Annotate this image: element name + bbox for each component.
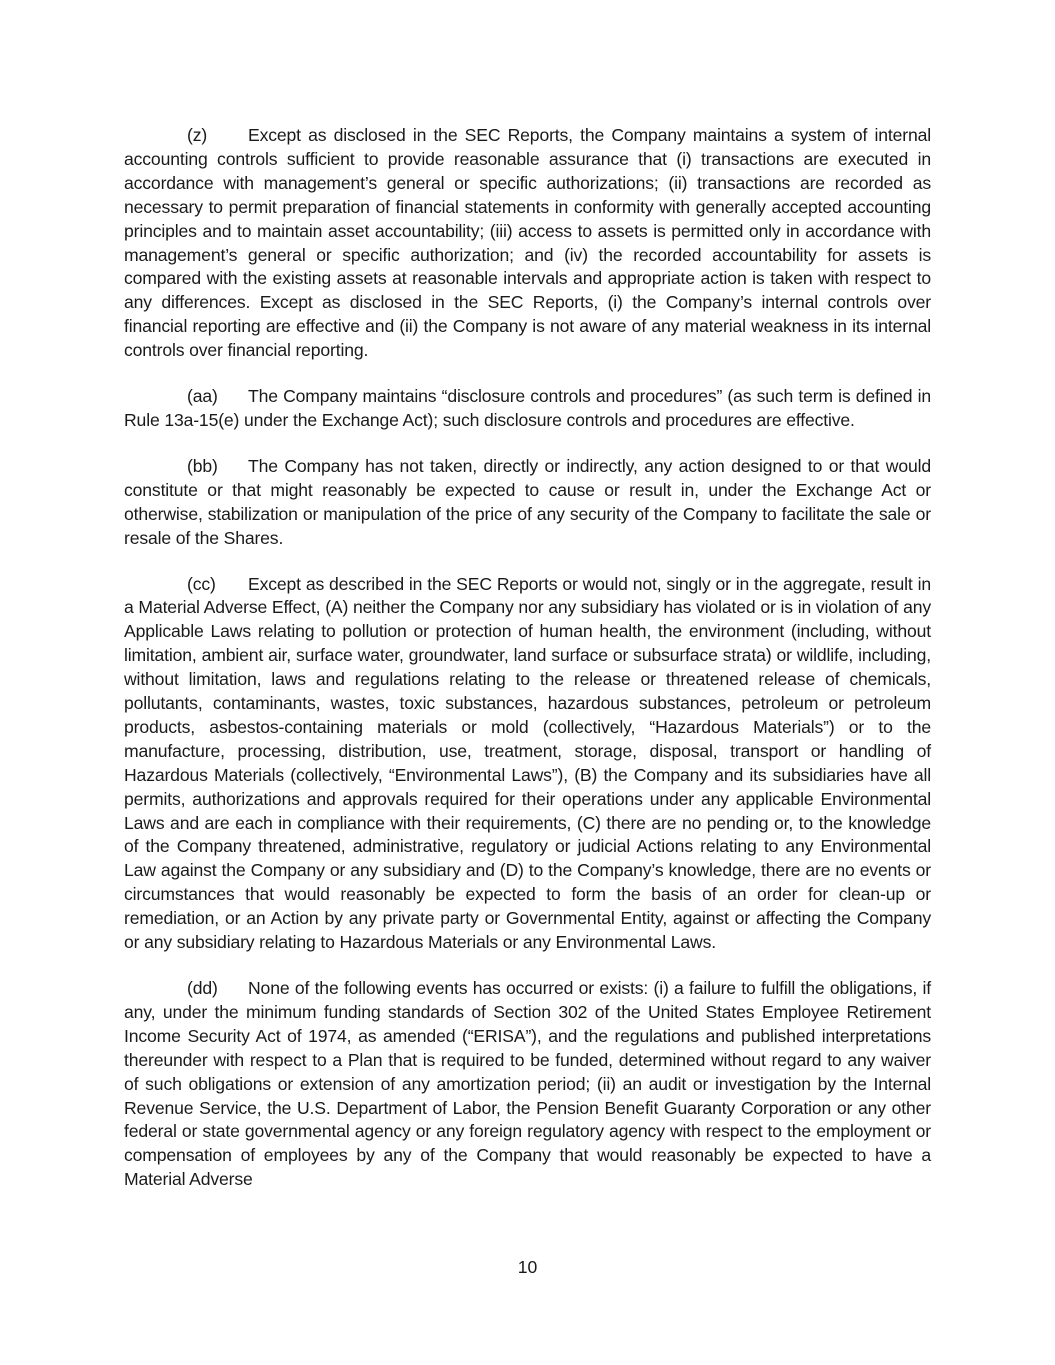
- paragraph-dd: [124, 977, 931, 1192]
- paragraph-text: Except as disclosed in the SEC Reports, the Company maintains a system of internal accounting controls sufficient to provide reasonable assurance that (i) transactions are executed in accordance with management’s general or specific authorizations; (ii) transactions are recorded as necessary to permit preparation of financial statements in conformity with generally accepted accounting principles and to maintain asset accountability; (iii) access to assets is permitted only in accordance with management’s general or specific authorization; and (iv) the recorded accountability for assets is compared with the existing assets at reasonable intervals and appropriate action is taken with respect to any differences. Except as disclosed in the SEC Reports, (i) the Company’s internal controls over financial reporting are effective and (ii) the Company is not aware of any material weakness in its internal controls over financial reporting.: [124, 125, 931, 361]
- paragraph-label: (bb): [187, 455, 218, 476]
- paragraph-aa: [124, 385, 931, 433]
- paragraph-text: The Company maintains “disclosure controls and procedures” (as such term is defined in Rule 13a-15(e) under the Exchange Act); such disclosure controls and procedures are effective.: [124, 386, 931, 430]
- paragraph-label: (aa): [187, 386, 218, 407]
- paragraph-label: (z): [187, 125, 208, 145]
- paragraph-text: Except as described in the SEC Reports or would not, singly or in the aggregate, result in a Material Adverse Effect, (A) neither the Company nor any subsidiary has violated or is in violation of any Applicable Laws relating to pollution or protection of human health, the environment (including, without limitation, ambient air, surface water, groundwater, land surface or subsurface strata) or wildlife, including, without limitation, laws and regulations relating to the release or threatened release of chemicals, pollutants, contaminants, wastes, toxic substances, hazardous substances, petroleum or petroleum products, asbestos-containing materials or mold (collectively, “Hazardous Materials”) or to the manufacture, processing, distribution, use, treatment, storage, disposal, transport or handling of Hazardous Materials (collectively, “Environmental Laws”), (B) the Company and its subsidiaries have all permits, authorizations and approvals required for their operations under any applicable Environmental Laws and are each in compliance with their requirements, (C) there are no pending or, to the knowledge of the Company threatened, administrative, regulatory or judicial Actions relating to any Environmental Law against the Company or any subsidiary and (D) to the Company’s knowledge, there are no events or circumstances that would reasonably be expected to form the basis of an order for clean-up or remediation, or an Action by any private party or Governmental Entity, against or affecting the Company or any subsidiary relating to Hazardous Materials or any Environmental Laws.: [124, 573, 931, 953]
- paragraph-text: The Company has not taken, directly or indirectly, any action designed to or that would constitute or that might reasonably be expected to cause or result in, under the Exchange Act or otherwise, stabilization or manipulation of the price of any security of the Company to facilitate the sale or resale of the Shares.: [124, 455, 931, 548]
- paragraph-bb: [124, 455, 931, 551]
- paragraph-cc: [124, 573, 931, 956]
- paragraph-label: (cc): [187, 573, 216, 594]
- page-number: 10: [517, 1257, 538, 1277]
- paragraph-label: (dd): [187, 978, 218, 998]
- paragraph-z: [124, 124, 931, 363]
- document-body: [124, 124, 931, 1214]
- paragraph-text: None of the following events has occurred or exists: (i) a failure to fulfill the obligations, if any, under the minimum funding standards of Section 302 of the United States Employee Retirement Income Security Act of 1974, as amended (“ERISA”), and the regulations and published interpretations thereunder with respect to a Plan that is required to be funded, determined without regard to any waiver of such obligations or extension of any amortization period; (ii) an audit or investigation by the Internal Revenue Service, the U.S. Department of Labor, the Pension Benefit Guaranty Corporation or any other federal or state governmental agency or any foreign regulatory agency with respect to the employment or compensation of employees by any of the Company that would reasonably be expected to have a Material Adverse: [124, 978, 931, 1190]
